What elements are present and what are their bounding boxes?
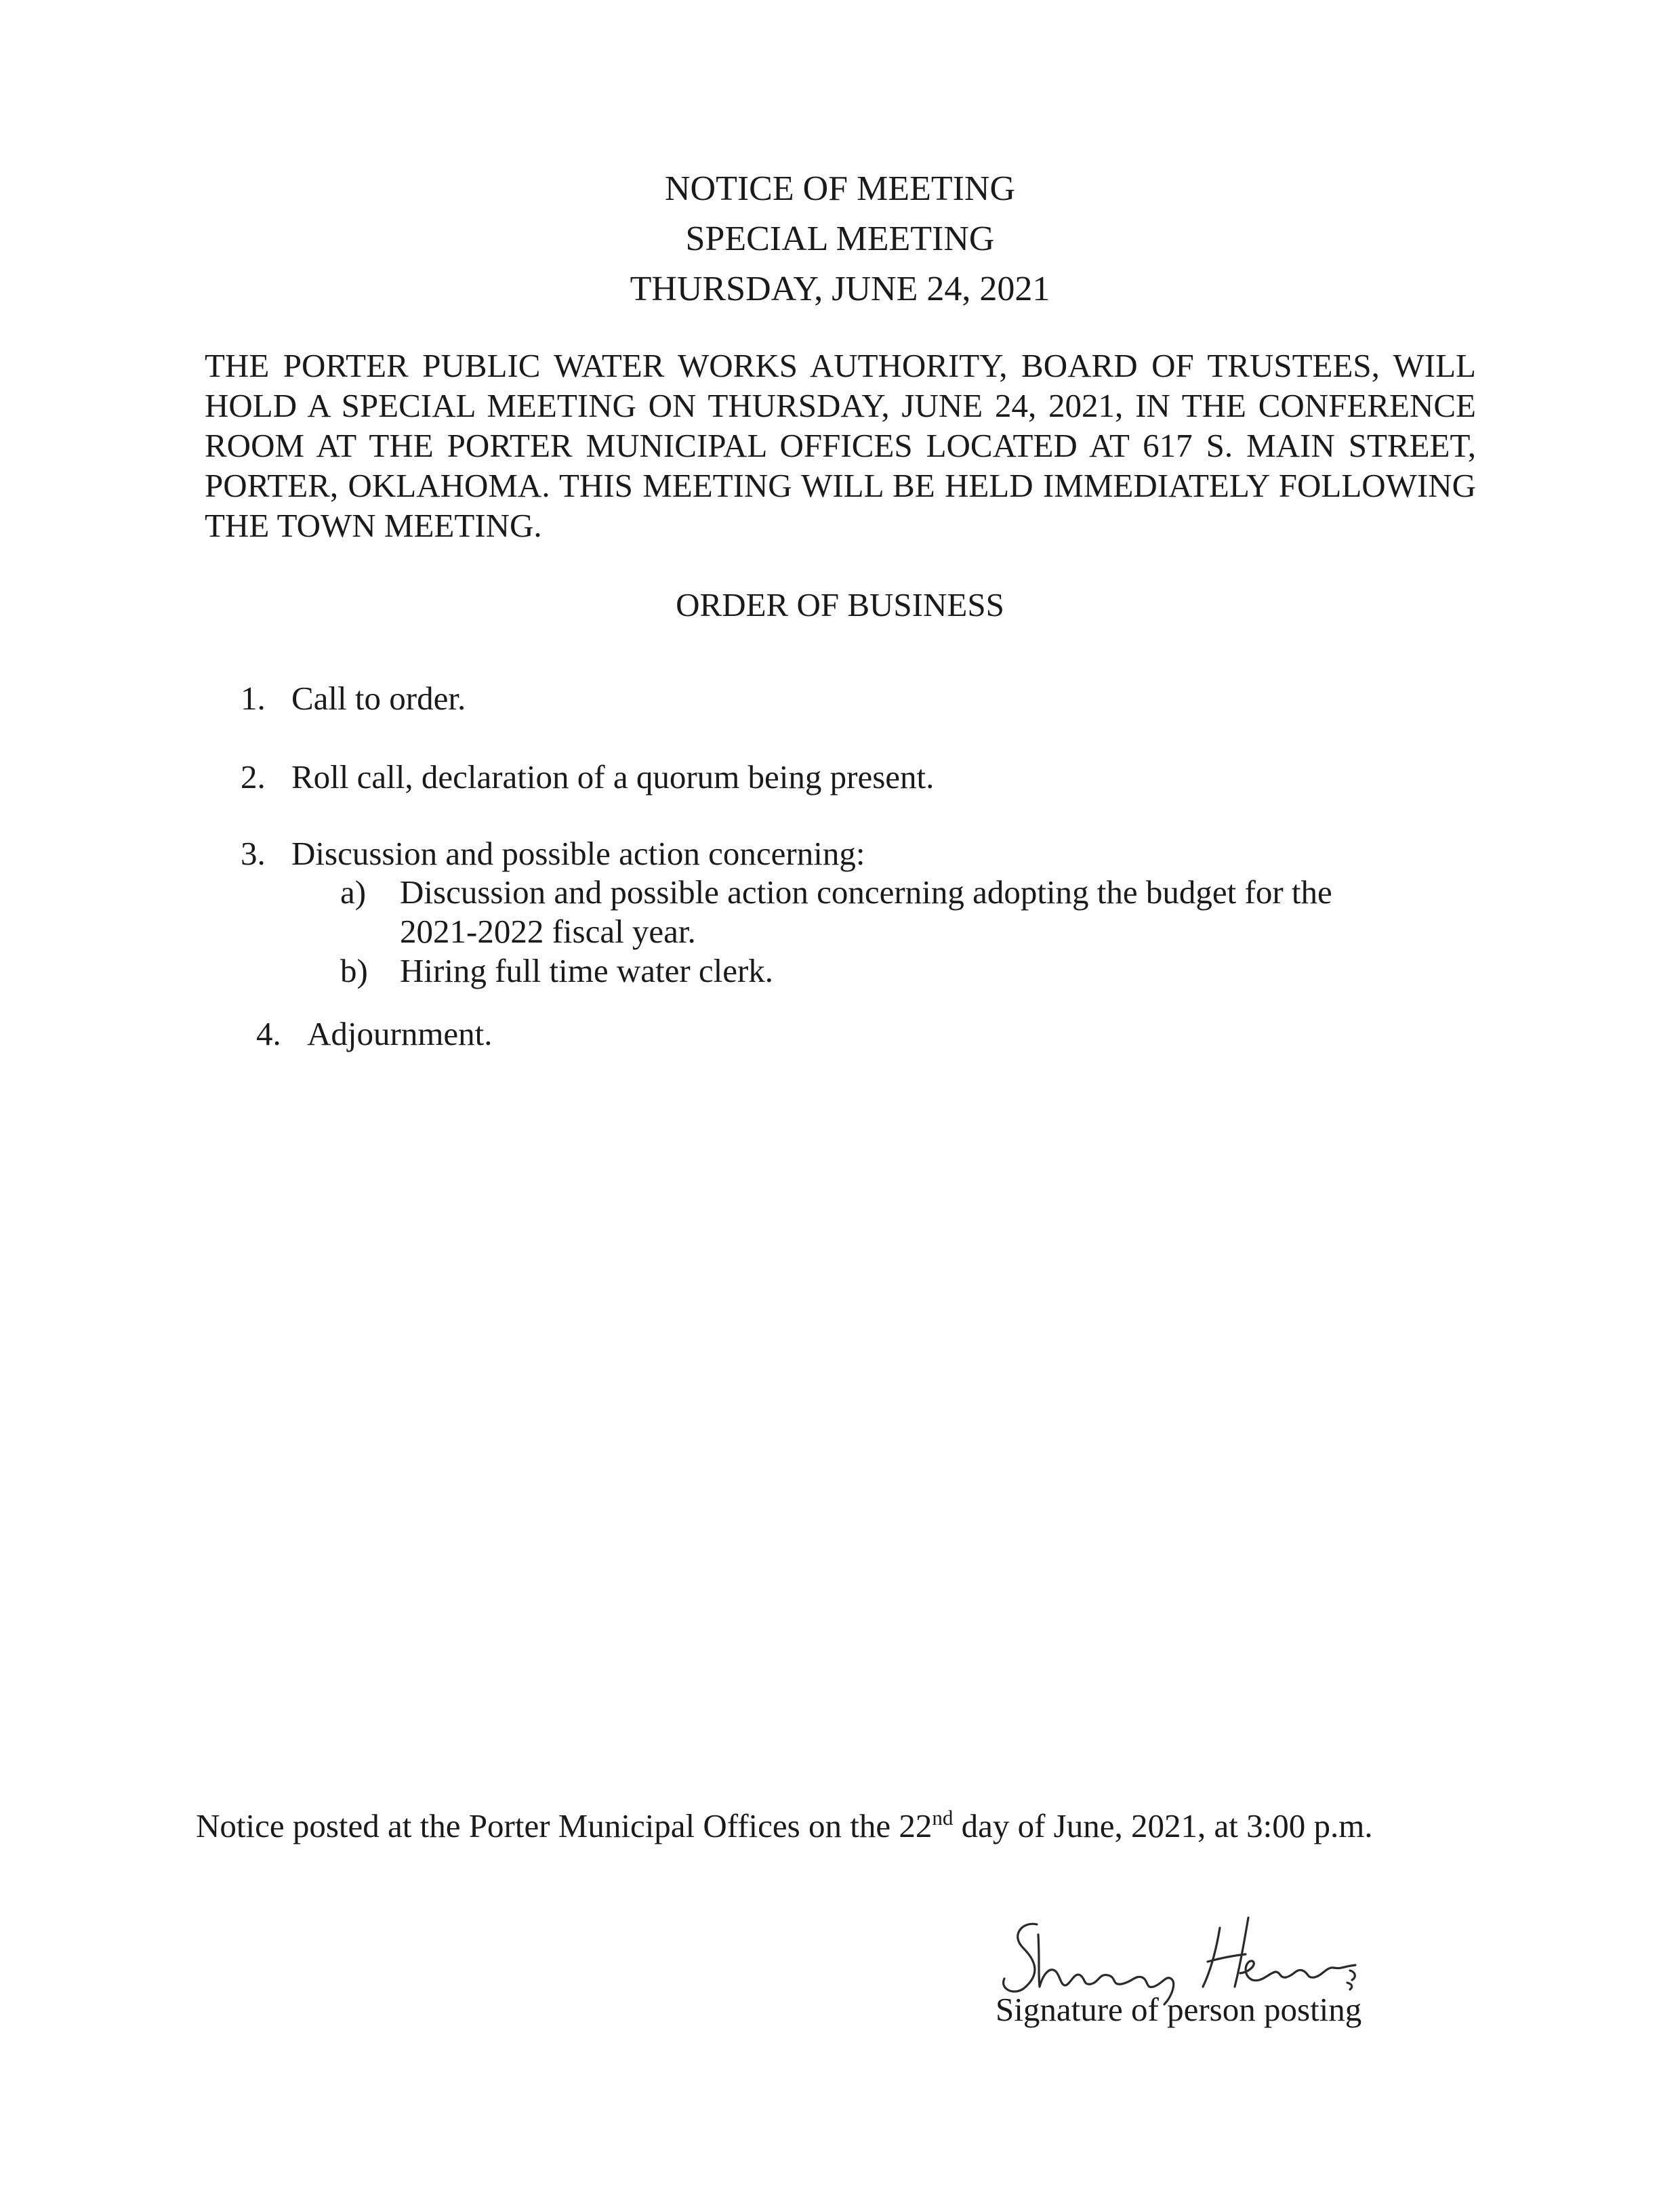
agenda-item-number: 3. bbox=[241, 835, 266, 872]
agenda-subitem-text: Discussion and possible action concerning adopting the budget for the bbox=[400, 873, 1332, 911]
ordinal-suffix: nd bbox=[932, 1806, 954, 1830]
notice-title: NOTICE OF MEETING bbox=[664, 169, 1016, 208]
order-of-business-heading: ORDER OF BUSINESS bbox=[676, 586, 1004, 623]
intro-paragraph: THE PORTER PUBLIC WATER WORKS AUTHORITY, BOARD OF TRUSTEES, WILL HOLD A SPECIAL MEETING ON THURSDAY, JUNE 24, 2021, IN THE CONFERENCE ROOM AT THE PORTER MUNICIPAL OFFICES LOCATED AT 617 S. MAIN STREET, PORTER, OKLAHOMA. THIS MEETING WILL BE HELD IMMEDIATELY FOLLOWING THE TOWN MEETING. bbox=[205, 347, 1476, 544]
meeting-type: SPECIAL MEETING bbox=[685, 220, 995, 258]
agenda-item-number: 4. bbox=[256, 1015, 281, 1052]
agenda-item-number: 2. bbox=[241, 758, 266, 796]
meeting-date: THURSDAY, JUNE 24, 2021 bbox=[630, 270, 1050, 308]
posting-notice-text: Notice posted at the Porter Municipal Offices on the 22 bbox=[196, 1807, 933, 1844]
signature-caption: Signature of person posting bbox=[996, 1991, 1362, 2028]
agenda-subitem-letter: a) bbox=[340, 873, 367, 911]
agenda-item-text: Roll call, declaration of a quorum being present. bbox=[291, 758, 935, 796]
posting-notice-text-end: day of June, 2021, at 3:00 p.m. bbox=[953, 1807, 1373, 1844]
posting-notice bbox=[196, 1806, 1373, 1846]
agenda-item-number: 1. bbox=[241, 680, 266, 717]
agenda-item-text: Adjournment. bbox=[307, 1015, 493, 1052]
agenda-item-text: Call to order. bbox=[291, 680, 466, 717]
agenda-subitem-letter: b) bbox=[340, 952, 368, 989]
notice-header bbox=[0, 164, 1680, 314]
agenda-subitem-text-continued: 2021-2022 fiscal year. bbox=[400, 913, 696, 950]
agenda-subitem-text: Hiring full time water clerk. bbox=[400, 952, 774, 989]
agenda-item-text: Discussion and possible action concerning: bbox=[291, 835, 865, 872]
